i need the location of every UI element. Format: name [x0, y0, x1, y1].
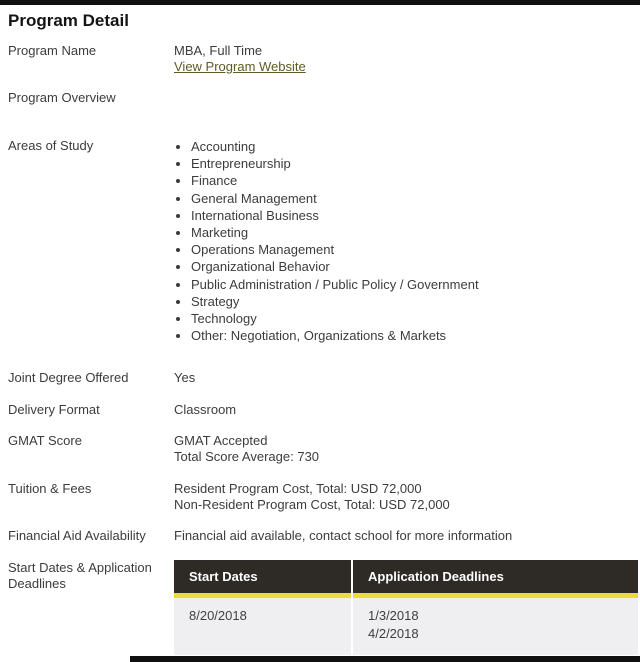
area-of-study-item: • Entrepreneurship	[191, 155, 640, 172]
area-of-study-item: • Other: Negotiation, Organizations & Markets	[191, 327, 640, 344]
resident-cost-text: Resident Program Cost, Total: USD 72,000	[174, 481, 422, 497]
area-of-study-item: • General Management	[191, 190, 640, 207]
application-deadlines-column	[353, 560, 638, 655]
row-areas-of-study	[8, 138, 640, 344]
row-program-overview	[8, 90, 640, 106]
start-dates-table	[174, 560, 638, 655]
area-of-study-item: • Public Administration / Public Policy / Government	[191, 276, 640, 293]
gmat-accepted-text: GMAT Accepted	[174, 433, 268, 449]
area-of-study-item: • Strategy	[191, 293, 640, 310]
application-deadline-cell	[353, 598, 638, 655]
application-deadlines-column-header: Application Deadlines	[353, 560, 638, 593]
start-dates-column	[174, 560, 351, 655]
areas-of-study-label: Areas of Study	[8, 138, 94, 153]
gmat-score-label: GMAT Score	[8, 433, 82, 449]
program-overview-label: Program Overview	[8, 90, 116, 105]
areas-of-study-list	[174, 138, 640, 344]
row-joint-degree	[8, 370, 640, 386]
top-edge-bar	[0, 0, 640, 5]
program-name-value: MBA, Full Time	[174, 43, 263, 58]
area-of-study-item: • Accounting	[191, 138, 640, 155]
delivery-format-value: Classroom	[174, 402, 237, 418]
row-delivery-format	[8, 402, 640, 418]
area-of-study-item: • International Business	[191, 207, 640, 224]
area-of-study-item: • Technology	[191, 310, 640, 327]
non-resident-cost-text: Non-Resident Program Cost, Total: USD 72,000	[174, 497, 450, 513]
area-of-study-item: • Organizational Behavior	[191, 258, 640, 275]
start-date-cell: 8/20/2018	[174, 598, 351, 655]
gmat-average-text: Total Score Average: 730	[174, 449, 320, 465]
start-dates-column-header: Start Dates	[174, 560, 351, 593]
program-name-label: Program Name	[8, 43, 97, 58]
row-financial-aid	[8, 528, 640, 544]
tuition-fees-label: Tuition & Fees	[8, 481, 92, 497]
row-tuition-fees	[8, 481, 640, 513]
area-of-study-item: • Marketing	[191, 224, 640, 241]
bottom-edge-bar	[130, 656, 640, 662]
delivery-format-label: Delivery Format	[8, 402, 100, 418]
view-program-website-link[interactable]: View Program Website	[174, 59, 306, 74]
application-deadline-date: 1/3/2018	[368, 608, 419, 624]
start-dates-deadlines-label: Start Dates & Application Deadlines	[8, 560, 152, 592]
row-program-name	[8, 43, 640, 75]
area-of-study-item: • Finance	[191, 172, 640, 189]
financial-aid-value: Financial aid available, contact school for more information	[174, 528, 513, 544]
application-deadline-date: 4/2/2018	[368, 625, 419, 641]
joint-degree-value: Yes	[174, 370, 196, 386]
page-title: Program Detail	[8, 11, 129, 30]
area-of-study-item: • Operations Management	[191, 241, 640, 258]
row-start-dates-deadlines	[8, 560, 640, 655]
row-gmat-score	[8, 433, 640, 465]
financial-aid-label: Financial Aid Availability	[8, 528, 146, 544]
joint-degree-label: Joint Degree Offered	[8, 370, 129, 386]
